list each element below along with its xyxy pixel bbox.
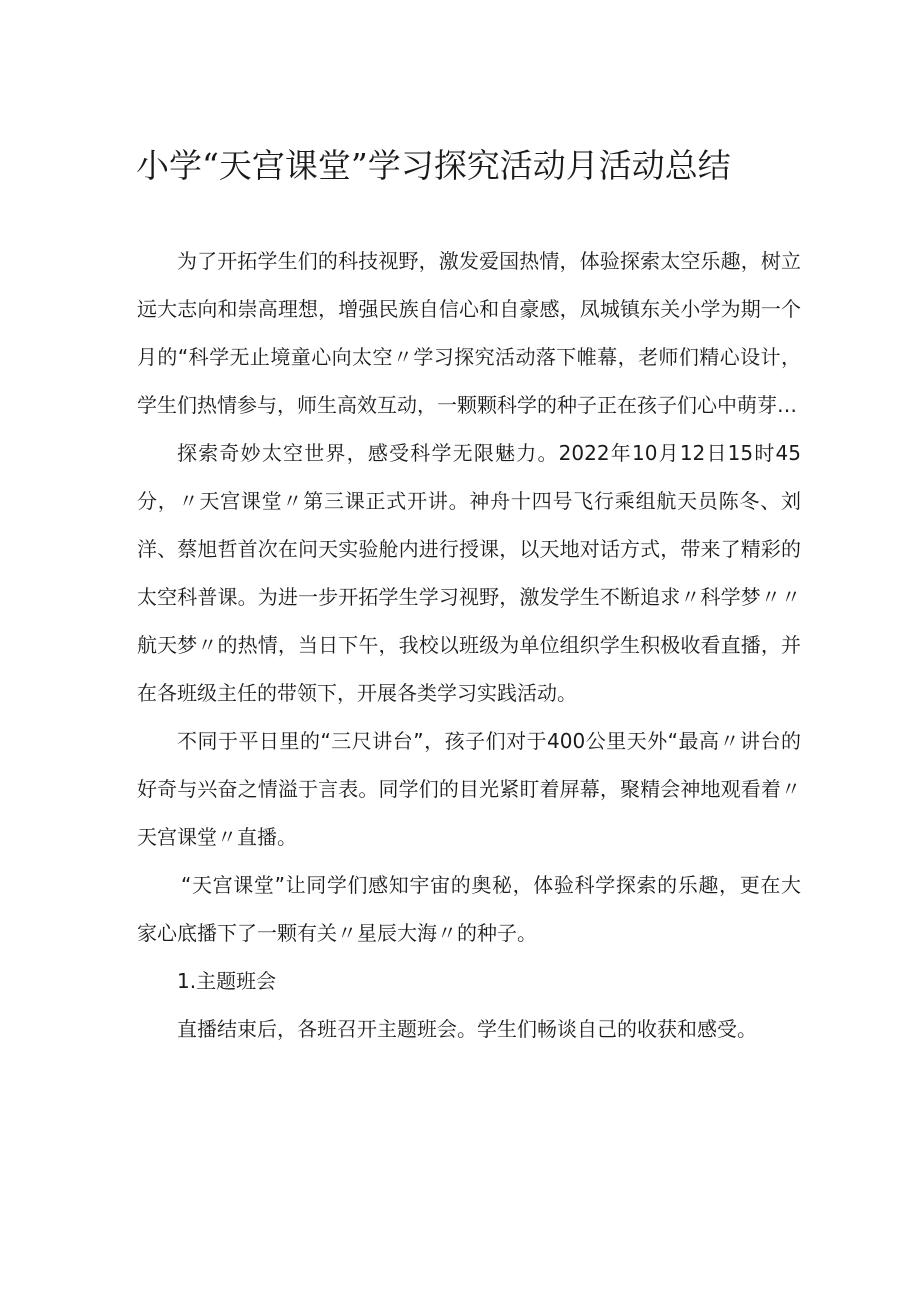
document-body (137, 237, 801, 1053)
paragraph-intro: 为了开拓学生们的科技视野，激发爱国热情，体验探索太空乐趣，树立远大志向和崇高理想，增强民族自信心和自豪感，凤城镇东关小学为期一个月的“科学无止境童心向太空〃学习探究活动落下帷幕，老师们精心设计，学生们热情参与，师生高效互动，一颗颗科学的种子正在孩子们心中萌芽… (137, 249, 801, 417)
paragraph-live-broadcast: 探索奇妙太空世界，感受科学无限魅力。2022年10月12日15时45分，〃天宫课堂〃第三课正式开讲。神舟十四号飞行乘组航天员陈冬、刘洋、蔡旭哲首次在问天实验舱内进行授课，以天地对话方式，带来了精彩的太空科普课。为进一步开拓学生学习视野，激发学生不断追求〃科学梦〃〃航天梦〃的热情，当日下午，我校以班级为单位组织学生积极收看直播，并在各班级主任的带领下，开展各类学习实践活动。 (137, 441, 801, 705)
paragraph-curiosity: 不同于平日里的“三尺讲台”，孩子们对于400公里天外“最高〃讲台的好奇与兴奋之情溢于言表。同学们的目光紧盯着屏幕，聚精会神地观看着〃天宫课堂〃直播。 (137, 729, 801, 849)
paragraph-seed: “天宫课堂”让同学们感知宇宙的奥秘，体验科学探索的乐趣，更在大家心底播下了一颗有关〃星辰大海〃的种子。 (137, 873, 801, 945)
section-heading-class-meeting: 1.主题班会 (177, 969, 277, 993)
document-title: 小学“天宫课堂”学习探究活动月活动总结 (136, 146, 731, 185)
paragraph-class-meeting: 直播结束后，各班召开主题班会。学生们畅谈自己的收获和感受。 (177, 1017, 757, 1041)
